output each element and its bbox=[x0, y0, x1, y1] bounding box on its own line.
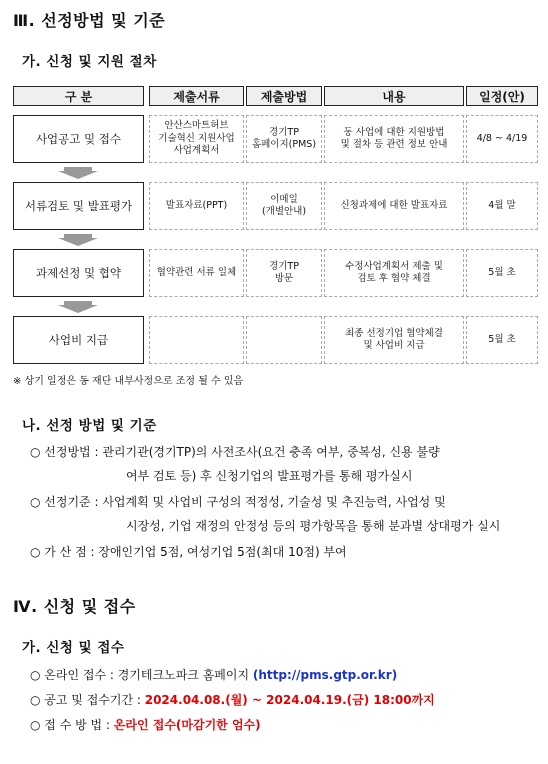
section3-title: Ⅲ. 선정방법 및 기준 bbox=[13, 11, 166, 30]
row3-method: 경기TP 방문 bbox=[246, 249, 322, 297]
criteria-standard-label: ○ 선정기준 : bbox=[30, 495, 103, 509]
period-label: ○ 공고 및 접수기간 : bbox=[30, 693, 145, 707]
stage-selection: 과제선정 및 협약 bbox=[13, 249, 144, 297]
row3-docs: 협약관련 서류 일체 bbox=[149, 249, 244, 297]
row1-schedule: 4/8 ~ 4/19 bbox=[466, 115, 538, 163]
row3-content: 수정사업계획서 제출 및 검토 후 협약 체결 bbox=[324, 249, 464, 297]
pms-link[interactable]: (http://pms.gtp.or.kr) bbox=[252, 668, 398, 682]
criteria-method-line1 bbox=[30, 441, 440, 463]
stage-announcement: 사업공고 및 접수 bbox=[13, 115, 144, 163]
section3-sub-na: 나. 선정 방법 및 기준 bbox=[22, 418, 157, 434]
period-value: 2024.04.08.(월) ~ 2024.04.19.(금) 18:00까지 bbox=[144, 693, 435, 707]
header-category: 구 분 bbox=[13, 86, 144, 106]
application-method-line bbox=[30, 714, 261, 736]
stage-review: 서류검토 및 발표평가 bbox=[13, 182, 144, 230]
method-value: 온라인 접수(마감기한 엄수) bbox=[113, 718, 261, 732]
row4-method bbox=[246, 316, 322, 364]
header-content: 내용 bbox=[324, 86, 464, 106]
criteria-standard-line1 bbox=[30, 491, 446, 513]
row2-schedule: 4월 말 bbox=[466, 182, 538, 230]
header-method: 제출방법 bbox=[246, 86, 322, 106]
criteria-standard-text2: 시장성, 기업 재정의 안정성 등의 평가항목을 통해 분과별 상대평가 실시 bbox=[126, 519, 501, 533]
online-label: ○ 온라인 접수 : 경기테크노파크 홈페이지 bbox=[30, 668, 253, 682]
header-documents: 제출서류 bbox=[149, 86, 244, 106]
stage-payment: 사업비 지급 bbox=[13, 316, 144, 364]
criteria-bonus: ○ 가 산 점 : 장애인기업 5점, 여성기업 5점(최대 10점) 부여 bbox=[30, 545, 347, 559]
section3-sub-ga: 가. 신청 및 지원 절차 bbox=[22, 54, 157, 70]
method-label: ○ 접 수 방 법 : bbox=[30, 718, 114, 732]
flow-arrow-icon bbox=[58, 167, 98, 179]
row2-content: 신청과제에 대한 발표자료 bbox=[324, 182, 464, 230]
section4-sub-ga: 가. 신청 및 접수 bbox=[22, 640, 125, 656]
row1-content: 동 사업에 대한 지원방법 및 절차 등 관련 정보 안내 bbox=[324, 115, 464, 163]
row1-method: 경기TP 홈페이지(PMS) bbox=[246, 115, 322, 163]
row4-content: 최종 선정기업 협약체결 및 사업비 지급 bbox=[324, 316, 464, 364]
criteria-method-text2: 여부 검토 등) 후 신청기업의 발표평가를 통해 평가실시 bbox=[126, 469, 413, 483]
row2-docs: 발표자료(PPT) bbox=[149, 182, 244, 230]
schedule-note: ※ 상기 일정은 동 재단 내부사정으로 조정 될 수 있음 bbox=[13, 376, 244, 387]
online-application-line bbox=[30, 664, 397, 686]
row4-docs bbox=[149, 316, 244, 364]
section4-title: Ⅳ. 신청 및 접수 bbox=[13, 597, 136, 616]
header-schedule: 일정(안) bbox=[466, 86, 538, 106]
criteria-method-label: ○ 선정방법 : bbox=[30, 445, 103, 459]
row3-schedule: 5월 초 bbox=[466, 249, 538, 297]
flow-arrow-icon bbox=[58, 234, 98, 246]
flow-arrow-icon bbox=[58, 301, 98, 313]
row4-schedule: 5월 초 bbox=[466, 316, 538, 364]
row1-docs: 안산스마트허브 기술혁신 지원사업 사업계획서 bbox=[149, 115, 244, 163]
row2-method: 이메일 (개별안내) bbox=[246, 182, 322, 230]
application-period-line bbox=[30, 689, 435, 711]
criteria-standard-text1: 사업계획 및 사업비 구성의 적정성, 기술성 및 추진능력, 사업성 및 bbox=[102, 495, 446, 509]
criteria-method-text1: 관리기관(경기TP)의 사전조사(요건 충족 여부, 중복성, 신용 불량 bbox=[102, 445, 440, 459]
